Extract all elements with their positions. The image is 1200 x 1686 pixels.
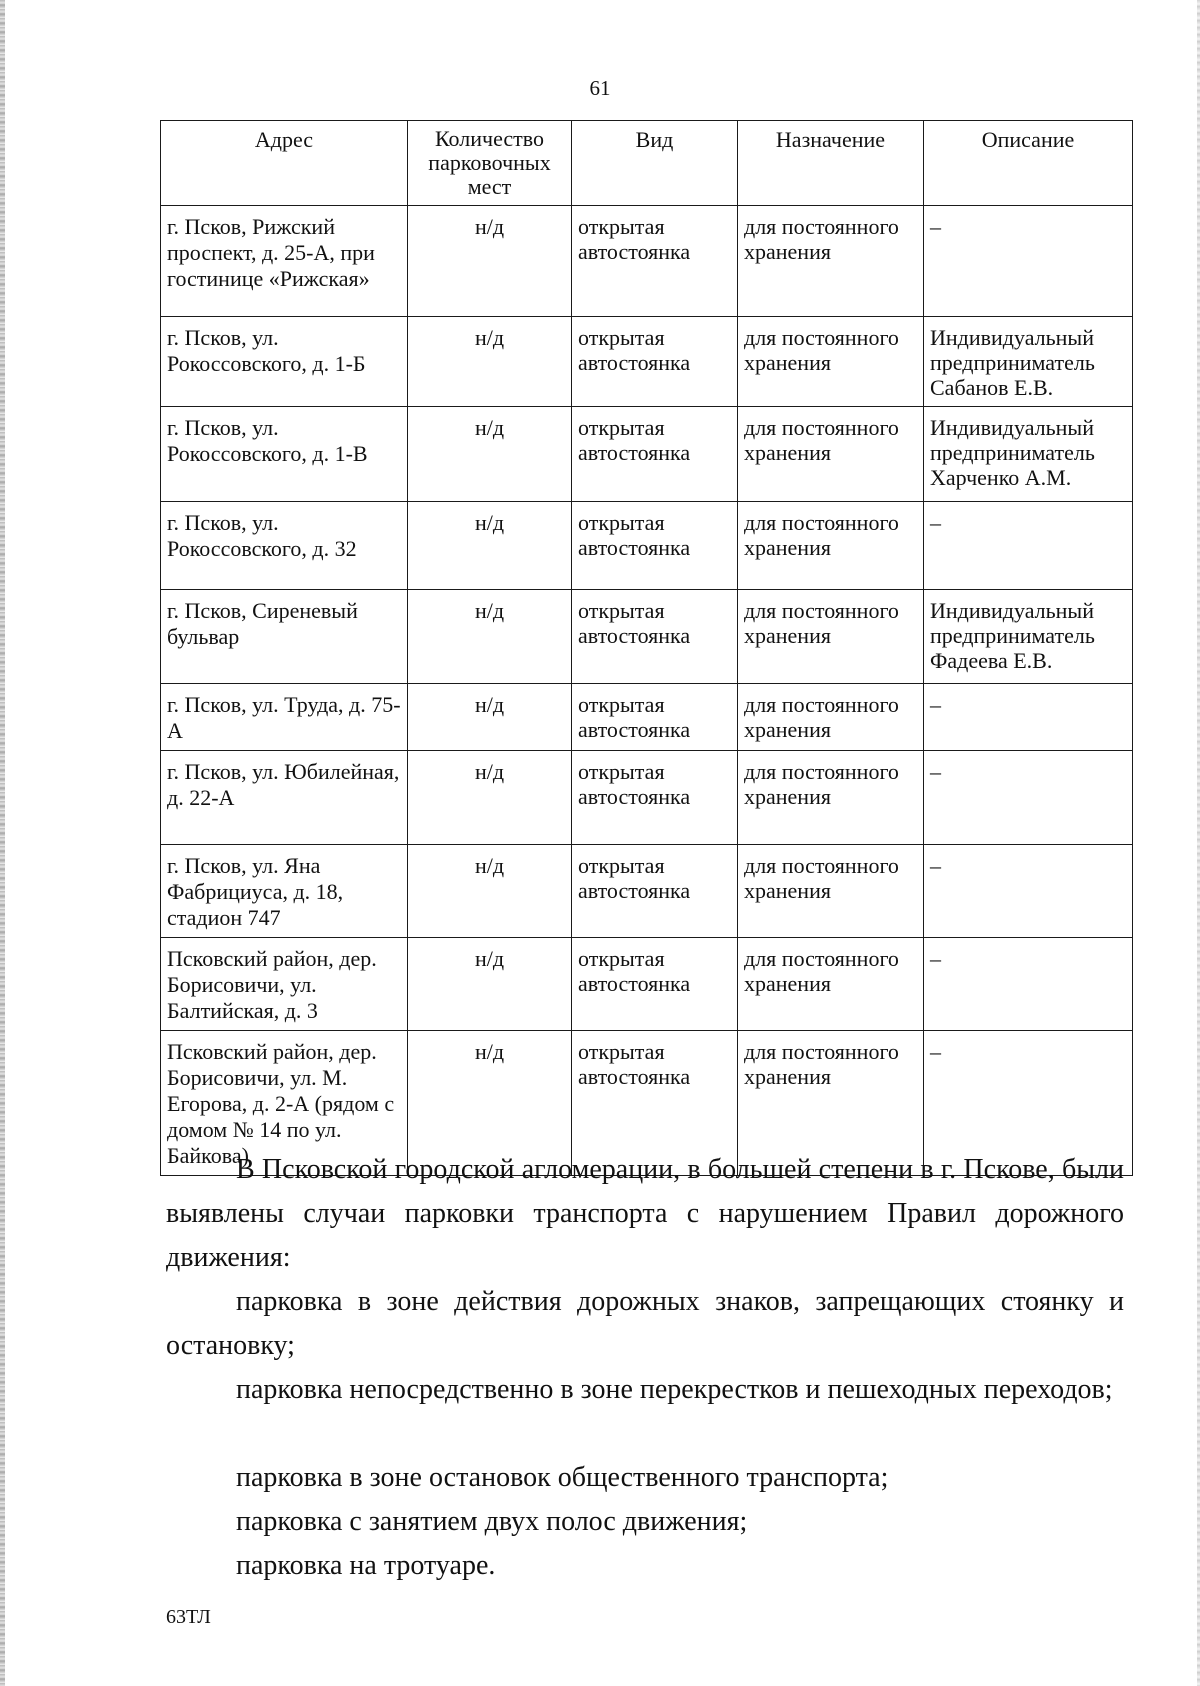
cell-purpose: для постоянного хранения: [738, 407, 924, 502]
violation-item: парковка на тротуаре.: [236, 1550, 496, 1581]
cell-type: открытая автостоянка: [572, 206, 738, 317]
cell-description: –: [924, 938, 1133, 1031]
cell-purpose: для постоянного хранения: [738, 1031, 924, 1176]
cell-purpose: для постоянного хранения: [738, 751, 924, 845]
cell-description: Индивидуальный предприниматель Фадеева Е.В.: [924, 590, 1133, 684]
header-address: Адрес: [161, 121, 408, 206]
cell-count: н/д: [408, 317, 572, 407]
cell-purpose: для постоянного хранения: [738, 317, 924, 407]
cell-description: Индивидуальный предприниматель Сабанов Е.В.: [924, 317, 1133, 407]
cell-address: г. Псков, Сиреневый бульвар: [161, 590, 408, 684]
cell-description: –: [924, 502, 1133, 590]
header-parking-count: Количество парковочных мест: [408, 121, 572, 206]
cell-purpose: для постоянного хранения: [738, 206, 924, 317]
cell-description: –: [924, 845, 1133, 938]
cell-purpose: для постоянного хранения: [738, 502, 924, 590]
violation-item: парковка в зоне действия дорожных знаков, запрещающих стоянку и остановку;: [166, 1286, 1124, 1361]
header-description: Описание: [924, 121, 1133, 206]
parking-table: [160, 120, 1133, 1176]
cell-count: н/д: [408, 590, 572, 684]
footer-code: 63ТЛ: [166, 1606, 211, 1628]
intro-paragraph: В Псковской городской агломерации, в большей степени в г. Пскове, были выявлены случаи парковки транспорта с нарушением Правил дорожного движения:: [166, 1154, 1124, 1273]
table-row: [161, 407, 1133, 502]
cell-type: открытая автостоянка: [572, 845, 738, 938]
cell-purpose: для постоянного хранения: [738, 684, 924, 751]
cell-type: открытая автостоянка: [572, 938, 738, 1031]
violation-item: парковка с занятием двух полос движения;: [236, 1506, 748, 1537]
cell-type: открытая автостоянка: [572, 751, 738, 845]
cell-address: г. Псков, ул. Рокоссовского, д. 1-В: [161, 407, 408, 502]
cell-description: –: [924, 206, 1133, 317]
table-row: [161, 938, 1133, 1031]
cell-address: г. Псков, ул. Юбилейная, д. 22-А: [161, 751, 408, 845]
cell-count: н/д: [408, 751, 572, 845]
table-row: [161, 751, 1133, 845]
cell-type: открытая автостоянка: [572, 1031, 738, 1176]
violation-item: парковка в зоне остановок общественного транспорта;: [236, 1462, 889, 1493]
table-row: [161, 684, 1133, 751]
cell-count: н/д: [408, 938, 572, 1031]
cell-count: н/д: [408, 407, 572, 502]
cell-type: открытая автостоянка: [572, 502, 738, 590]
cell-address: г. Псков, Рижский проспект, д. 25-А, при гостинице «Рижская»: [161, 206, 408, 317]
cell-address: г. Псков, ул. Яна Фабрициуса, д. 18, стадион 747: [161, 845, 408, 938]
table-row: [161, 502, 1133, 590]
cell-address: Псковский район, дер. Борисовичи, ул. Балтийская, д. 3: [161, 938, 408, 1031]
cell-description: –: [924, 684, 1133, 751]
cell-address: Псковский район, дер. Борисовичи, ул. М. Егорова, д. 2-А (рядом с домом № 14 по ул. Байкова): [161, 1031, 408, 1176]
cell-description: –: [924, 1031, 1133, 1176]
table-row: [161, 317, 1133, 407]
cell-type: открытая автостоянка: [572, 684, 738, 751]
cell-type: открытая автостоянка: [572, 317, 738, 407]
cell-count: н/д: [408, 684, 572, 751]
cell-count: н/д: [408, 206, 572, 317]
table-row: [161, 590, 1133, 684]
cell-address: г. Псков, ул. Рокоссовского, д. 1-Б: [161, 317, 408, 407]
cell-purpose: для постоянного хранения: [738, 845, 924, 938]
cell-count: н/д: [408, 845, 572, 938]
cell-purpose: для постоянного хранения: [738, 938, 924, 1031]
cell-count: н/д: [408, 502, 572, 590]
cell-purpose: для постоянного хранения: [738, 590, 924, 684]
cell-address: г. Псков, ул. Рокоссовского, д. 32: [161, 502, 408, 590]
cell-type: открытая автостоянка: [572, 590, 738, 684]
cell-count: н/д: [408, 1031, 572, 1176]
cell-address: г. Псков, ул. Труда, д. 75-А: [161, 684, 408, 751]
cell-description: –: [924, 751, 1133, 845]
violation-item: парковка непосредственно в зоне перекрестков и пешеходных переходов;: [236, 1374, 1113, 1405]
cell-description: Индивидуальный предприниматель Харченко А.М.: [924, 407, 1133, 502]
table-row: [161, 206, 1133, 317]
table-header-row: [161, 121, 1133, 206]
header-purpose: Назначение: [738, 121, 924, 206]
header-type: Вид: [572, 121, 738, 206]
cell-type: открытая автостоянка: [572, 407, 738, 502]
scan-edge-left: [0, 0, 5, 1686]
page-number: 61: [589, 76, 611, 100]
table-row: [161, 845, 1133, 938]
